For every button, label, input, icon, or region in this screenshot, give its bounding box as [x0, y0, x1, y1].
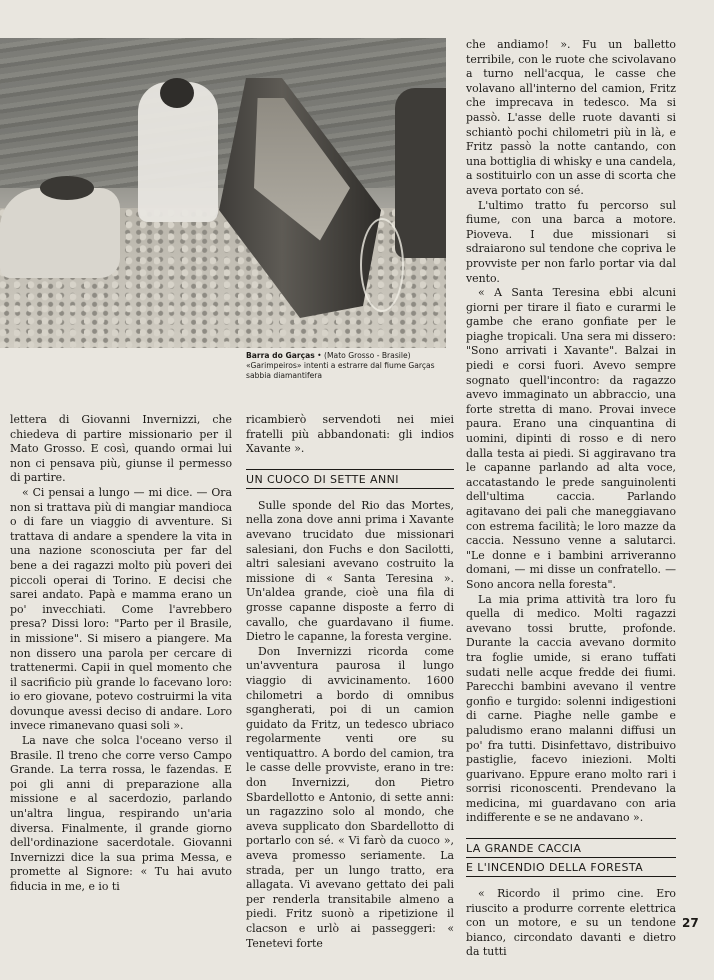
paragraph: L'ultimo tratto fu percorso sul fiume, con una barca a motore. Pioveva. I due missionari si sdraiarono sul tendone che copriva le provviste per non farlo portar via dal vento.	[466, 198, 676, 285]
paragraph: « Ci pensai a lungo — mi dice. — Ora non si trattava più di mangiar mandioca o di fare un viaggio di avventure. Si trattava di andare a spendere la vita in una nazione sconosciuta per far del bene a dei ragazzi molto più poveri dei piccoli operai di Torino. E decisi che sarei andato. Papà e mamma erano un po' invecchiati. Come l'avrebbero presa? Dissi loro: "Parto per il Brasile, in missione". Si misero a piangere. Ma non dissero una parola per cercare di trattenermi. Capii in quel momento che il sacrificio più grande lo facevano loro: io ero giovane, potevo costruirmi la vita dovunque avessi deciso di andare. Loro invece rimanevano quasi soli ».	[10, 485, 232, 733]
crouching-man	[0, 188, 120, 278]
garimpeiros-photo	[0, 38, 446, 348]
column-1	[10, 413, 232, 895]
paragraph: lettera di Giovanni Invernizzi, che chiedeva di partire missionario per il Mato Grosso. E così, quando ormai lui non ci pensava più, giunse il permesso di partire.	[10, 413, 232, 485]
paragraph: Don Invernizzi ricorda come un'avventura paurosa il lungo viaggio di avvicinamento. 1600 chilometri a bordo di omnibus sgangherati, poi di un camion guidato da Fritz, un tedesco ubriaco regolarmente venti ore su ventiquattro. A bordo del camion, tra le casse delle provviste, erano in tre: don Invernizzi, don Pietro Sbardellotto e Antonio, di sette anni: un ragazzino solo al mondo, che aveva supplicato don Sbardellotto di portarlo con sé. « Vi farò da cuoco », aveva promesso seriamente. La strada, per un lungo tratto, era allagata. Vi avevano gettato dei pali per renderla transitabile almeno a piedi. Fritz suonò a ripetizione il clacson e urlò ai passeggeri: « Tenetevi forte	[246, 644, 454, 950]
crouching-man-hat	[40, 176, 94, 200]
section-heading	[246, 469, 454, 489]
column-3	[466, 38, 676, 960]
paragraph: che andiamo! ». Fu un balletto terribile, con le ruote che scivolavano a turno nell'acqua, le casse che volavano all'interno del camion, Fritz che imprecava in tedesco. Ma si passò. L'asse delle ruote davanti si schiantò pochi chilometri più in là, e Fritz passò la notte cantando, con una bottiglia di whisky e una candela, a sostituirlo con un asse di scorta che aveva portato con sé.	[466, 38, 676, 197]
paragraph: ricambierò servendoti nei miei fratelli più abbandonati: gli indios Xavante ».	[246, 413, 454, 456]
rope	[360, 218, 404, 312]
river-water	[0, 38, 446, 188]
right-man	[395, 88, 446, 258]
heading-line: LA GRANDE CACCIA	[466, 838, 676, 858]
heading-line: UN CUOCO DI SETTE ANNI	[246, 469, 454, 489]
photo-caption	[246, 351, 446, 381]
paragraph: « A Santa Teresina ebbi alcuni giorni per tirare il fiato e curarmi le gambe che erano gonfiate per le piaghe tropicali. Una sera mi dissero: "Sono arrivati i Xavante". Balzai in piedi e corsi fuori. Avevo sempre sognato quell'incontro: da ragazzo avevo immaginato un abbraccio, una forte stretta di mano. Provai invece paura. Erano una cinquantina di uomini, dipinti di rosso e di nero dalla testa ai piedi. Si aggiravano tra le capanne parlando ad alta voce, accatastando le prede sanguinolenti dell'ultima caccia. Parlando agitavano dei pali che maneggiavano con estrema facilità; le loro mazze da caccia. Nessuno venne a salutarci. "Le donne e i bambini arriveranno domani, — mi disse un confratello. — Sono ancora nella foresta".	[466, 286, 676, 591]
section-heading	[466, 838, 676, 877]
caption-place: Barra do Garças	[246, 351, 315, 360]
paragraph: La nave che solca l'oceano verso il Brasile. Il treno che corre verso Campo Grande. La terra rossa, le fazendas. E poi gli anni di preparazione alla missione e al sacerdozio, parlando un'altra lingua, respirando un'aria diversa. Finalmente, il grande giorno dell'ordinazione sacerdotale. Giovanni Invernizzi dice la sua prima Messa, e promette al Signore: « Tu hai avuto fiducia in me, e io ti	[10, 734, 232, 893]
paragraph: La mia prima attività tra loro fu quella di medico. Molti ragazzi avevano tossi brutte, profonde. Durante la caccia avevano dormito tra foglie umide, si erano tuffati sudati nelle acque fredde dei fiumi. Parecchi bambini avevano il ventre gonfio e turgido: solenni indigestioni di carne. Piaghe nelle gambe e paludismo erano malanni diffusi un po' fra tutti. Disinfettavo, distribuivo pastiglie, facevo iniezioni. Molti guarivano. Eppure erano molto rari i sorrisi riconoscenti. Prendevano la medicina, mi guardavano con aria indifferente e se ne andavano ».	[466, 592, 676, 825]
standing-man-head	[160, 78, 194, 108]
column-2	[246, 413, 454, 951]
page-number: 27	[682, 916, 699, 930]
paragraph: Sulle sponde del Rio das Mortes, nella zona dove anni prima i Xavante avevano trucidato due missionari salesiani, don Fuchs e don Sacilotti, altri salesiani avevano costruito la missione di « Santa Teresina ». Un'aldea grande, cioè una fila di grosse capanne disposte a ferro di cavallo, che guardavano il fiume. Dietro le capanne, la foresta vergine.	[246, 498, 454, 644]
paragraph: « Ricordo il primo cine. Ero riuscito a produrre corrente elettrica con un motore, e su un tendone bianco, circondato davanti e dietro da tutti	[466, 887, 676, 959]
heading-line: E L'INCENDIO DELLA FORESTA	[466, 860, 676, 877]
caption-text: • (Mato Grosso - Brasile) «Garimpeiros» intenti a estrarre dal fiume Garças sabbia diamantifera	[246, 351, 435, 380]
